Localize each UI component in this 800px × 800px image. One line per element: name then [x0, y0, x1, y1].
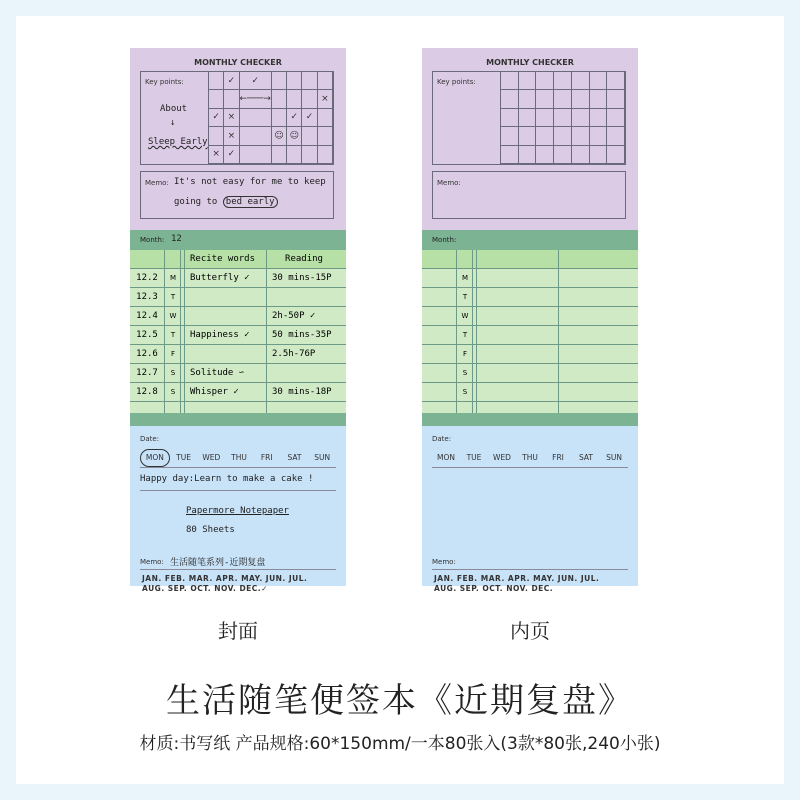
cell-dow: S — [462, 388, 468, 396]
date-label: Date: — [432, 435, 452, 443]
table-divider — [184, 250, 185, 416]
grid-cell: ✓ — [224, 72, 239, 90]
grid-cell — [318, 72, 333, 90]
cell-dow: W — [169, 312, 177, 320]
grid-cell: × — [224, 127, 239, 145]
weekday-wed: WED — [493, 453, 511, 462]
grid-cell — [590, 90, 608, 108]
grid-cell — [287, 146, 302, 164]
grid-cell — [302, 72, 317, 90]
cell-task: Happiness ✓ — [190, 330, 250, 340]
month-label: Month: — [140, 236, 165, 244]
monthly-checker-title: MONTHLY CHECKER — [194, 58, 282, 67]
table-divider — [164, 250, 165, 416]
cell-read: 30 mins-15P — [272, 273, 332, 283]
grid-cell — [501, 127, 519, 145]
month-label: Month: — [432, 236, 457, 244]
grid-cell — [554, 146, 572, 164]
weekday-fri: FRI — [552, 453, 564, 462]
grid-cell: × — [224, 109, 239, 127]
grid-cell — [287, 72, 302, 90]
grid-cell — [572, 109, 590, 127]
happy-day-text: Happy day:Learn to make a cake ! — [140, 474, 314, 484]
product-title: 生活随笔便签本《近期复盘》 — [166, 681, 634, 721]
table-row — [130, 307, 346, 326]
grid-cell — [590, 127, 608, 145]
grid-cell — [318, 146, 333, 164]
table-bottom-band — [422, 413, 638, 426]
date-label: Date: — [140, 435, 160, 443]
cell-date: 12.6 — [136, 349, 158, 359]
table-divider — [476, 250, 477, 416]
grid-cell: ✓ — [302, 109, 317, 127]
cell-dow: T — [462, 293, 468, 301]
weekday-sun: SUN — [606, 453, 622, 462]
weekday-thu: THU — [231, 453, 247, 462]
checker-grid — [208, 71, 333, 164]
inner-notepad — [422, 48, 638, 593]
cell-read: 2.5h-76P — [272, 349, 316, 359]
table-bottom-band — [130, 413, 346, 426]
table-divider — [558, 250, 559, 416]
table-row — [422, 269, 638, 288]
weekday-fri: FRI — [260, 453, 273, 462]
grid-cell — [536, 127, 554, 145]
key-points-label: Key points: — [437, 78, 476, 86]
grid-cell — [554, 127, 572, 145]
grid-cell — [607, 72, 625, 90]
cell-read: 30 mins-18P — [272, 387, 332, 397]
grid-cell — [501, 72, 519, 90]
cell-dow: M — [461, 274, 469, 282]
months-row-2: AUG. SEP. OCT. NOV. DEC. — [434, 584, 554, 593]
table-divider — [180, 250, 181, 416]
cell-dow: S — [462, 369, 468, 377]
grid-cell: ✓ — [240, 72, 272, 90]
memo-line-2: going to bed early — [174, 197, 278, 207]
grid-cell — [572, 146, 590, 164]
grid-cell — [572, 72, 590, 90]
memo-line-1: It's not easy for me to keep — [174, 177, 326, 187]
grid-cell — [240, 127, 272, 145]
monthly-checker-title: MONTHLY CHECKER — [486, 58, 574, 67]
grid-cell: ←───→ — [240, 90, 272, 108]
grid-cell — [302, 146, 317, 164]
table-header-row — [130, 250, 346, 269]
weekday-sat: SAT — [578, 453, 594, 462]
grid-cell — [302, 90, 317, 108]
memo2-text: 生活随笔系列-近期复盘 — [170, 558, 266, 568]
table-row — [422, 383, 638, 402]
table-row — [422, 364, 638, 383]
grid-cell — [272, 90, 287, 108]
grid-cell — [607, 90, 625, 108]
grid-cell — [536, 90, 554, 108]
table-row — [422, 288, 638, 307]
weekday-mon: MON — [140, 449, 170, 467]
cell-dow: S — [170, 369, 176, 377]
table-row — [130, 269, 346, 288]
grid-cell: ☺ — [287, 127, 302, 145]
grid-cell — [224, 90, 239, 108]
weekday-sun: SUN — [314, 453, 331, 462]
months-row-1: JAN. FEB. MAR. APR. MAY. JUN. JUL. — [434, 574, 600, 583]
cell-date: 12.8 — [136, 387, 158, 397]
grid-cell: ✓ — [224, 146, 239, 164]
grid-cell — [209, 90, 224, 108]
grid-cell — [501, 146, 519, 164]
cell-dow: F — [462, 350, 468, 358]
grid-cell — [272, 72, 287, 90]
grid-cell — [519, 127, 537, 145]
grid-cell: ☺ — [272, 127, 287, 145]
table-row — [422, 345, 638, 364]
memo-label: Memo: — [145, 179, 169, 187]
cell-date: 12.7 — [136, 368, 158, 378]
header-recite-words: Recite words — [190, 254, 256, 264]
table-row — [130, 326, 346, 345]
weekday-row — [432, 449, 628, 468]
cell-dow: M — [169, 274, 177, 282]
table-divider — [472, 250, 473, 416]
grid-cell — [519, 72, 537, 90]
memo2-label: Memo: — [140, 558, 164, 566]
grid-cell — [318, 127, 333, 145]
cell-dow: T — [170, 293, 176, 301]
cell-read — [268, 288, 344, 306]
grid-cell — [572, 90, 590, 108]
cover-caption: 封面 — [218, 619, 258, 643]
grid-cell — [519, 90, 537, 108]
cell-read: 50 mins-35P — [272, 330, 332, 340]
grid-cell: × — [318, 90, 333, 108]
inner-caption: 内页 — [510, 619, 550, 643]
table-row — [130, 383, 346, 402]
brand-text: Papermore Notepaper — [186, 506, 289, 516]
memo2-label: Memo: — [432, 558, 456, 566]
grid-cell — [501, 109, 519, 127]
grid-cell — [607, 109, 625, 127]
weekday-row — [140, 449, 336, 468]
sheets-text: 80 Sheets — [186, 525, 235, 535]
header-reading: Reading — [285, 254, 323, 264]
cell-task: Whisper ✓ — [190, 387, 239, 397]
key-points-label: Key points: — [145, 78, 184, 86]
cell-date: 12.4 — [136, 311, 158, 321]
table-row — [422, 326, 638, 345]
memo-label: Memo: — [437, 179, 461, 187]
grid-cell — [287, 90, 302, 108]
grid-cell — [536, 146, 554, 164]
cell-dow: S — [170, 388, 176, 396]
table-divider — [456, 250, 457, 416]
grid-cell — [554, 72, 572, 90]
cover-notepad — [130, 48, 346, 593]
grid-cell — [240, 109, 272, 127]
grid-cell — [607, 127, 625, 145]
cell-task: Butterfly ✓ — [190, 273, 250, 283]
grid-cell — [302, 127, 317, 145]
arrow-icon: ↓ — [170, 118, 176, 128]
habit-table — [422, 250, 638, 402]
grid-cell — [607, 146, 625, 164]
memo-box — [432, 171, 626, 219]
table-row — [422, 307, 638, 326]
weekday-tue: TUE — [466, 453, 482, 462]
weekday-thu: THU — [522, 453, 538, 462]
grid-cell: ✓ — [287, 109, 302, 127]
weekday-mon: MON — [437, 453, 455, 462]
weekday-sat: SAT — [287, 453, 302, 462]
weekday-wed: WED — [202, 453, 221, 462]
month-value: 12 — [171, 234, 182, 244]
sleep-early-text: Sleep Early — [148, 137, 208, 147]
grid-cell — [554, 90, 572, 108]
checker-grid — [500, 71, 625, 164]
grid-cell — [209, 127, 224, 145]
cell-date: 12.3 — [136, 292, 158, 302]
months-row-2: AUG. SEP. OCT. NOV. DEC.✓ — [142, 584, 268, 593]
grid-cell — [572, 127, 590, 145]
cell-dow: T — [462, 331, 468, 339]
table-divider — [266, 250, 267, 416]
writing-line — [140, 569, 336, 570]
grid-cell — [209, 72, 224, 90]
grid-cell — [554, 109, 572, 127]
cell-dow: T — [170, 331, 176, 339]
months-row-1: JAN. FEB. MAR. APR. MAY. JUN. JUL. — [142, 574, 308, 583]
grid-cell — [590, 72, 608, 90]
cell-date: 12.5 — [136, 330, 158, 340]
grid-cell — [590, 146, 608, 164]
grid-cell — [519, 146, 537, 164]
product-spec: 材质:书写纸 产品规格:60*150mm/一本80张入(3款*80张,240小张) — [139, 734, 661, 754]
about-text: About — [160, 104, 188, 114]
table-row — [130, 364, 346, 383]
writing-line — [432, 569, 628, 570]
cell-read — [268, 364, 344, 382]
table-row — [130, 288, 346, 307]
cell-date: 12.2 — [136, 273, 158, 283]
writing-line — [140, 490, 336, 491]
grid-cell — [272, 146, 287, 164]
grid-cell — [536, 109, 554, 127]
grid-cell — [501, 90, 519, 108]
cell-dow: F — [170, 350, 176, 358]
habit-table — [130, 250, 346, 402]
grid-cell — [240, 146, 272, 164]
table-row — [130, 345, 346, 364]
grid-cell: × — [209, 146, 224, 164]
cell-read: 2h-50P ✓ — [272, 311, 316, 321]
grid-cell — [318, 109, 333, 127]
cell-dow: W — [461, 312, 469, 320]
table-header-row — [422, 250, 638, 269]
cell-task: Solitude ∽ — [190, 368, 245, 378]
grid-cell: ✓ — [209, 109, 224, 127]
monthly-checker-section — [130, 48, 346, 230]
grid-cell — [272, 109, 287, 127]
grid-cell — [519, 109, 537, 127]
weekday-tue: TUE — [176, 453, 191, 462]
grid-cell — [590, 109, 608, 127]
grid-cell — [536, 72, 554, 90]
monthly-checker-section — [422, 48, 638, 230]
